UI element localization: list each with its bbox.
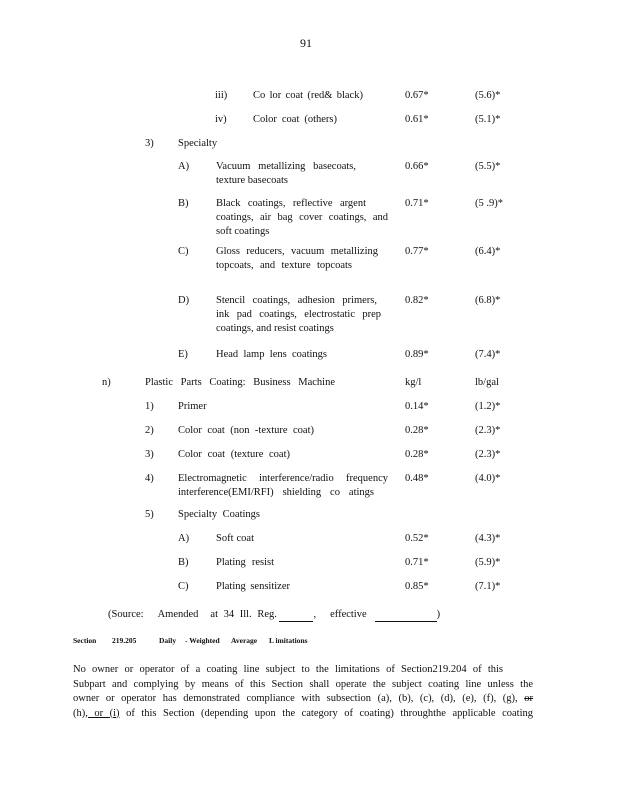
- row-number: 2): [145, 425, 154, 436]
- description-line: Electromagnetic interference/radio frequency: [178, 473, 388, 484]
- item-letter: C): [178, 581, 189, 592]
- item-letter: C): [178, 246, 189, 257]
- description-line: coatings, air bag cover coatings, and: [216, 212, 388, 223]
- lbgal-value: (4.3)*: [475, 533, 501, 544]
- paragraph-text: owner or operator has demonstrated compliance with subsection (a), (b), (c), (d), (e), (f), (g),: [73, 693, 518, 704]
- description-line: topcoats, and texture topcoats: [216, 260, 352, 271]
- kgl-value: 0.66*: [405, 161, 429, 172]
- item-description: [216, 245, 378, 273]
- comma: ,: [313, 609, 317, 620]
- underlined-text: , or (i): [85, 707, 120, 719]
- item-letter: A): [178, 533, 190, 544]
- item-letter: B): [178, 557, 189, 568]
- effective-date-blank: [375, 610, 437, 622]
- kgl-value: 0.71*: [405, 198, 429, 209]
- paragraph-text: (h): [73, 707, 86, 719]
- lbgal-value: (6.4)*: [475, 246, 501, 257]
- kgl-value: 0.82*: [405, 295, 429, 306]
- close-paren: ): [436, 609, 441, 620]
- item-description: Soft coat: [216, 533, 254, 544]
- description-line: ink pad coatings, electrostatic prep: [216, 309, 381, 320]
- kgl-value: 0.28*: [405, 425, 429, 436]
- item-letter: B): [178, 198, 189, 209]
- description-line: coatings, and resist coatings: [216, 323, 334, 334]
- row-number: iii): [215, 90, 228, 101]
- item-letter: A): [178, 161, 190, 172]
- section-label: Section: [73, 636, 97, 645]
- row-number: iv): [215, 114, 227, 125]
- register-reference: at 34 Ill. Reg.: [210, 609, 277, 620]
- effective-label: effective: [330, 609, 367, 620]
- kgl-value: 0.67*: [405, 90, 429, 101]
- unit-header-kgl: kg/l: [405, 377, 422, 388]
- struck-text: or: [524, 693, 533, 704]
- kgl-value: 0.89*: [405, 349, 429, 360]
- kgl-value: 0.61*: [405, 114, 429, 125]
- description-line: Stencil coatings, adhesion primers,: [216, 295, 377, 306]
- section-letter: n): [102, 377, 111, 388]
- lbgal-value: (7.1)*: [475, 581, 501, 592]
- description-line: Vacuum metallizing basecoats,: [216, 161, 356, 172]
- item-description: [216, 197, 388, 239]
- item-description: Plating sensitizer: [216, 581, 290, 592]
- item-description: Head lamp lens coatings: [216, 349, 327, 360]
- lbgal-value: (5.9)*: [475, 557, 501, 568]
- row-description: [178, 472, 388, 500]
- item-letter: D): [178, 295, 190, 306]
- amended-label: Amended: [157, 609, 199, 620]
- kgl-value: 0.48*: [405, 473, 429, 484]
- heading-word: L imitations: [269, 636, 308, 645]
- lbgal-value: (5 .9)*: [475, 198, 503, 209]
- kgl-value: 0.28*: [405, 449, 429, 460]
- kgl-value: 0.71*: [405, 557, 429, 568]
- lbgal-value: (5.5)*: [475, 161, 501, 172]
- paragraph-line: [73, 707, 533, 722]
- paragraph-line: Subpart and complying by means of this Section shall operate the subject coating line unless the: [73, 678, 533, 690]
- paragraph-line: No owner or operator of a coating line subject to the limitations of Section219.204 of this: [73, 664, 503, 675]
- category-number: 5): [145, 509, 154, 520]
- lbgal-value: (6.8)*: [475, 295, 501, 306]
- lbgal-value: (4.0)*: [475, 473, 501, 484]
- lbgal-value: (2.3)*: [475, 449, 501, 460]
- lbgal-value: (2.3)*: [475, 425, 501, 436]
- category-number: 3): [145, 138, 154, 149]
- row-number: 3): [145, 449, 154, 460]
- item-description: Plating resist: [216, 557, 274, 568]
- source-label: (Source:: [108, 609, 144, 620]
- paragraph-text: of this Section (depending upon the category of coating) throughthe applicable coating: [126, 707, 533, 719]
- kgl-value: 0.77*: [405, 246, 429, 257]
- description-line: texture basecoats: [216, 175, 289, 186]
- register-blank: [279, 610, 313, 622]
- row-number: 4): [145, 473, 154, 484]
- lbgal-value: (7.4)*: [475, 349, 501, 360]
- kgl-value: 0.14*: [405, 401, 429, 412]
- item-description: [216, 294, 381, 336]
- description-line: interference(EMI/RFI) shielding co atings: [178, 487, 374, 498]
- description-line: Gloss reducers, vacuum metallizing: [216, 246, 378, 257]
- item-description: [216, 160, 356, 188]
- row-description: Primer: [178, 401, 207, 412]
- unit-header-lbgal: lb/gal: [475, 377, 499, 388]
- kgl-value: 0.52*: [405, 533, 429, 544]
- source-note: [108, 608, 440, 622]
- row-description: Color coat (non -texture coat): [178, 425, 314, 436]
- description-line: soft coatings: [216, 226, 270, 237]
- category-label: Specialty Coatings: [178, 509, 260, 520]
- heading-word: Average: [231, 636, 258, 645]
- lbgal-value: (1.2)*: [475, 401, 501, 412]
- body-paragraph: [73, 663, 533, 721]
- row-number: 1): [145, 401, 154, 412]
- heading-word: - Weighted: [185, 636, 220, 645]
- description-line: Black coatings, reflective argent: [216, 198, 366, 209]
- heading-word: Daily: [159, 636, 177, 645]
- category-label: Specialty: [178, 138, 218, 149]
- lbgal-value: (5.6)*: [475, 90, 501, 101]
- page-number: 91: [300, 36, 312, 50]
- kgl-value: 0.85*: [405, 581, 429, 592]
- row-description: Color coat (texture coat): [178, 449, 290, 460]
- section-number: 219.205: [112, 636, 137, 645]
- paragraph-line: [73, 692, 533, 707]
- row-description: Co lor coat (red& black): [253, 90, 363, 101]
- section-title: Plastic Parts Coating: Business Machine: [145, 377, 335, 388]
- item-letter: E): [178, 349, 188, 360]
- row-description: Color coat (others): [253, 114, 337, 125]
- lbgal-value: (5.1)*: [475, 114, 501, 125]
